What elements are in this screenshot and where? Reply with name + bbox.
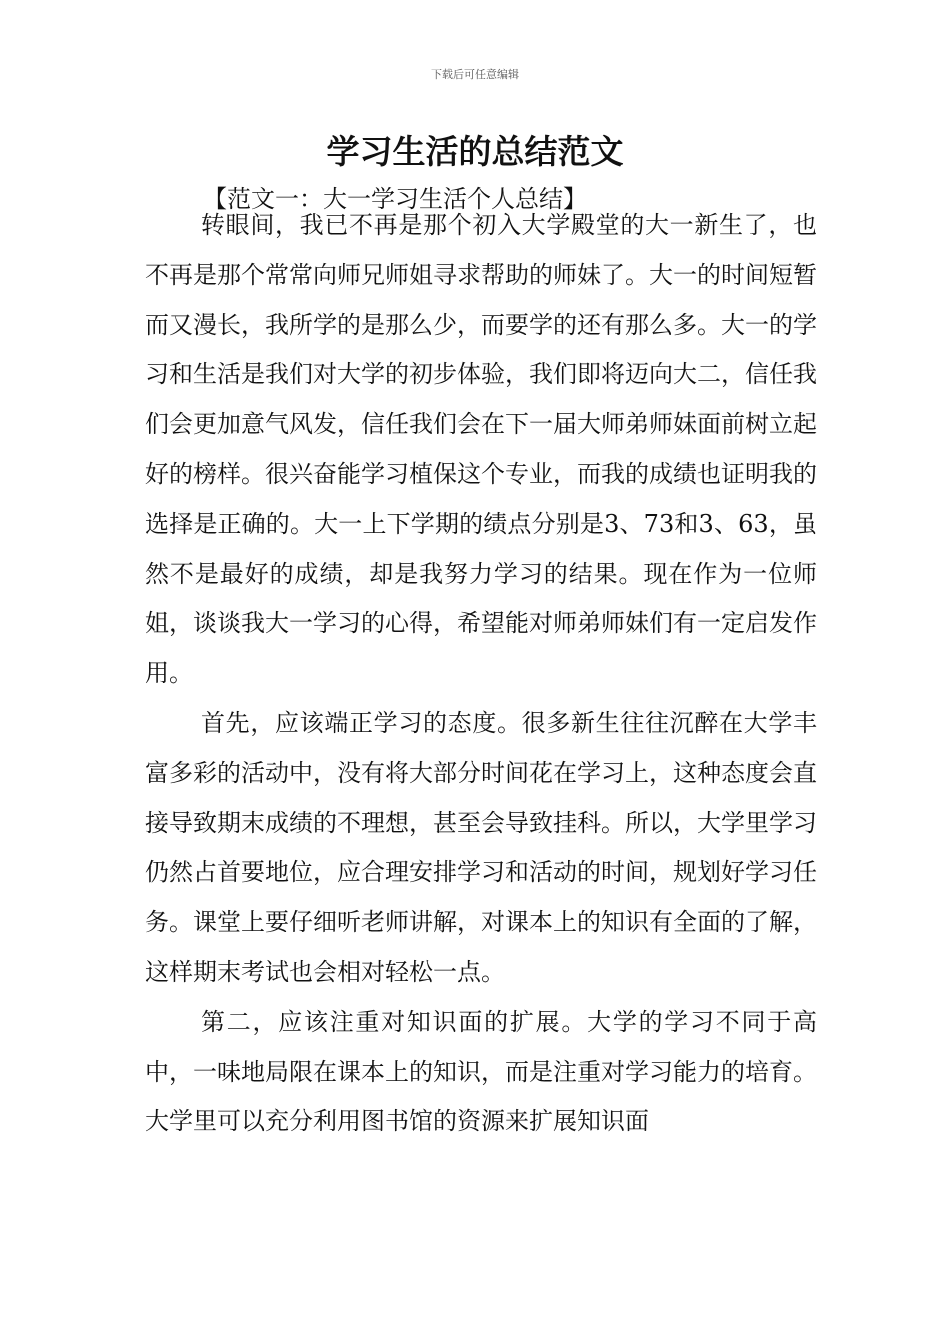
paragraph-3: 第二，应该注重对知识面的扩展。大学的学习不同于高中，一味地局限在课本上的知识，而是注重对学习能力的培育。大学里可以充分利用图书馆的资源来扩展知识面 bbox=[145, 1007, 817, 1136]
paragraph-2: 首先，应该端正学习的态度。很多新生往往沉醉在大学丰富多彩的活动中，没有将大部分时间花在学习上，这种态度会直接导致期末成绩的不理想，甚至会导致挂科。所以，大学里学习仍然占首要地位，应合理安排学习和活动的时间，规划好学习任务。课堂上要仔细听老师讲解，对课本上的知识有全面的了解，这样期末考试也会相对轻松一点。 bbox=[145, 708, 817, 986]
document-title: 学习生活的总结范文 bbox=[326, 132, 624, 171]
page-header-note: 下载后可任意编辑 bbox=[431, 68, 519, 81]
paragraph-1: 转眼间，我已不再是那个初入大学殿堂的大一新生了，也不再是那个常常向师兄师姐寻求帮助的师妹了。大一的时间短暂而又漫长，我所学的是那么少，而要学的还有那么多。大一的学习和生活是我们对大学的初步体验，我们即将迈向大二，信任我们会更加意气风发，信任我们会在下一届大师弟师妹面前树立起好的榜样。很兴奋能学习植保这个专业，而我的成绩也证明我的选择是正确的。大一上下学期的绩点分别是3、73和3、63，虽然不是最好的成绩，却是我努力学习的结果。现在作为一位师姐，谈谈我大一学习的心得，希望能对师弟师妹们有一定启发作用。 bbox=[145, 211, 817, 688]
section-heading: 【范文一：大一学习生活个人总结】 bbox=[203, 185, 587, 213]
document-body bbox=[145, 201, 817, 1147]
